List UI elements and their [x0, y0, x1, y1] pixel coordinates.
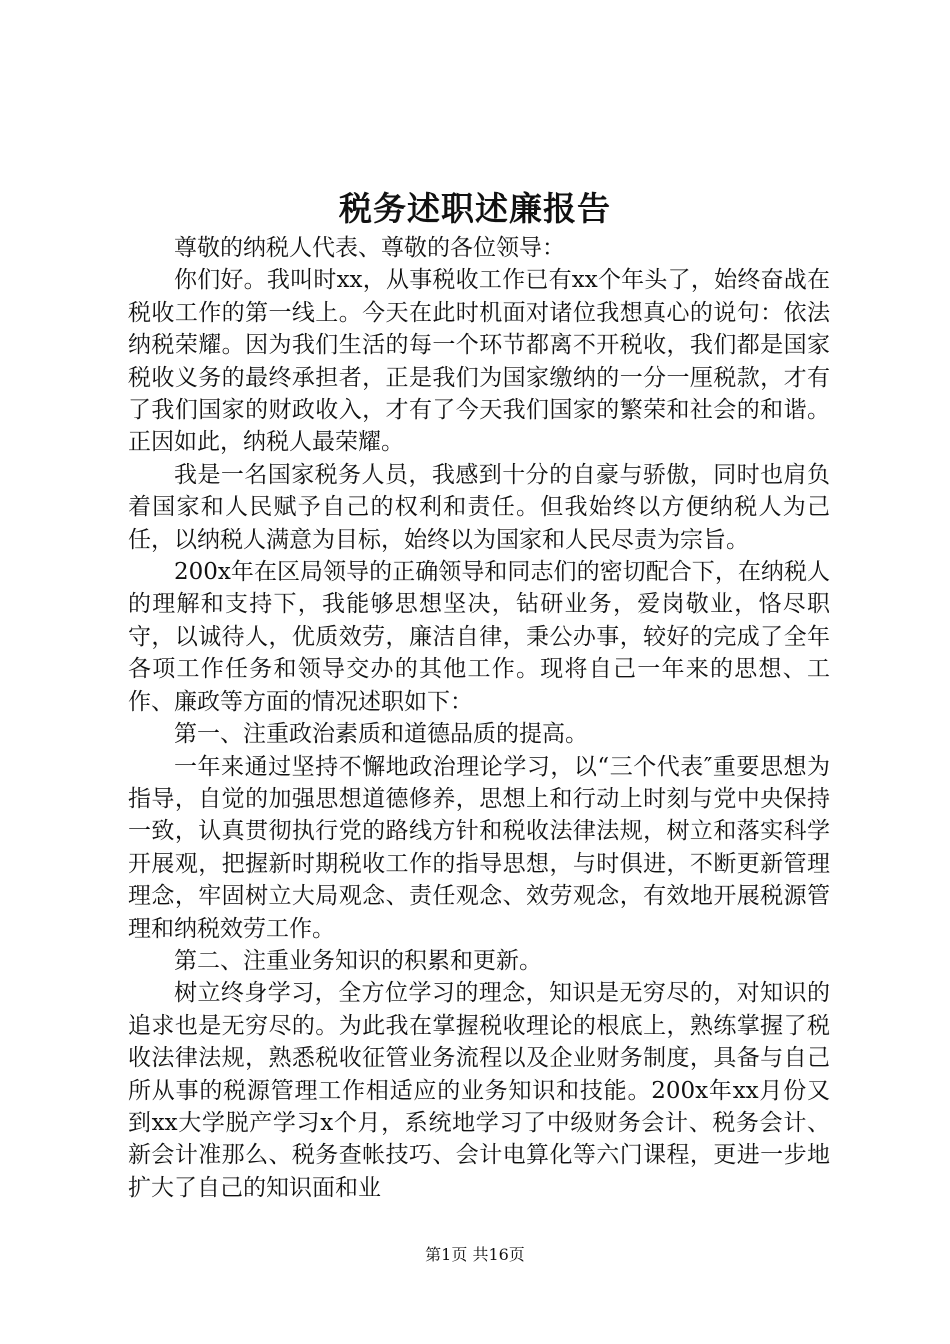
paragraph-annual-summary: 200x年在区局领导的正确领导和同志们的密切配合下，在纳税人的理解和支持下，我能够思想坚决，钻研业务，爱岗敬业，恪尽职守，以诚待人，优质效劳，廉洁自律，秉公办事，较好的完成了全年各项工作任务和领导交办的其他工作。现将自己一年来的思想、工作、廉政等方面的情况述职如下：: [128, 559, 830, 715]
paragraph-introduction: 你们好。我叫时xx，从事税收工作已有xx个年头了，始终奋战在税收工作的第一线上。今天在此时机面对诸位我想真心的说句：依法纳税荣耀。因为我们生活的每一个环节都离不开税收，我们都是国家税收义务的最终承担者，正是我们为国家缴纳的一分一厘税款，才有了我们国家的财政收入，才有了今天我们国家的繁荣和社会的和谐。正因如此，纳税人最荣耀。: [128, 267, 830, 456]
document-body: [128, 232, 830, 1204]
section-heading-business-knowledge: 第二、注重业务知识的积累和更新。: [174, 947, 542, 974]
paragraph-salutation: 尊敬的纳税人代表、尊敬的各位领导：: [174, 235, 565, 261]
paragraph-responsibility: 我是一名国家税务人员，我感到十分的自豪与骄傲，同时也肩负着国家和人民赋予自己的权利和责任。但我始终以方便纳税人为己任，以纳税人满意为目标，始终以为国家和人民尽责为宗旨。: [128, 461, 830, 553]
section-heading-political-quality: 第一、注重政治素质和道德品质的提高。: [174, 721, 588, 748]
document-title: 税务述职述廉报告: [339, 189, 611, 228]
paragraph-lifelong-learning: 树立终身学习，全方位学习的理念，知识是无穷尽的，对知识的追求也是无穷尽的。为此我在掌握税收理论的根底上，熟练掌握了税收法律法规，熟悉税收征管业务流程以及企业财务制度，具备与自己所从事的税源管理工作相适应的业务知识和技能。200x年xx月份又到xx大学脱产学习x个月，系统地学习了中级财务会计、税务会计、新会计准那么、税务查帐技巧、会计电算化等六门课程，更进一步地扩大了自己的知识面和业: [128, 980, 830, 1201]
page-number-footer: 第1页 共16页: [425, 1245, 525, 1264]
paragraph-political-study: 一年来通过坚持不懈地政治理论学习，以“三个代表″重要思想为指导，自觉的加强思想道德修养，思想上和行动上时刻与党中央保持一致，认真贯彻执行党的路线方针和税收法律法规，树立和落实科学开展观，把握新时期税收工作的指导思想，与时俱进，不断更新管理理念，牢固树立大局观念、责任观念、效劳观念，有效地开展税源管理和纳税效劳工作。: [128, 753, 830, 942]
